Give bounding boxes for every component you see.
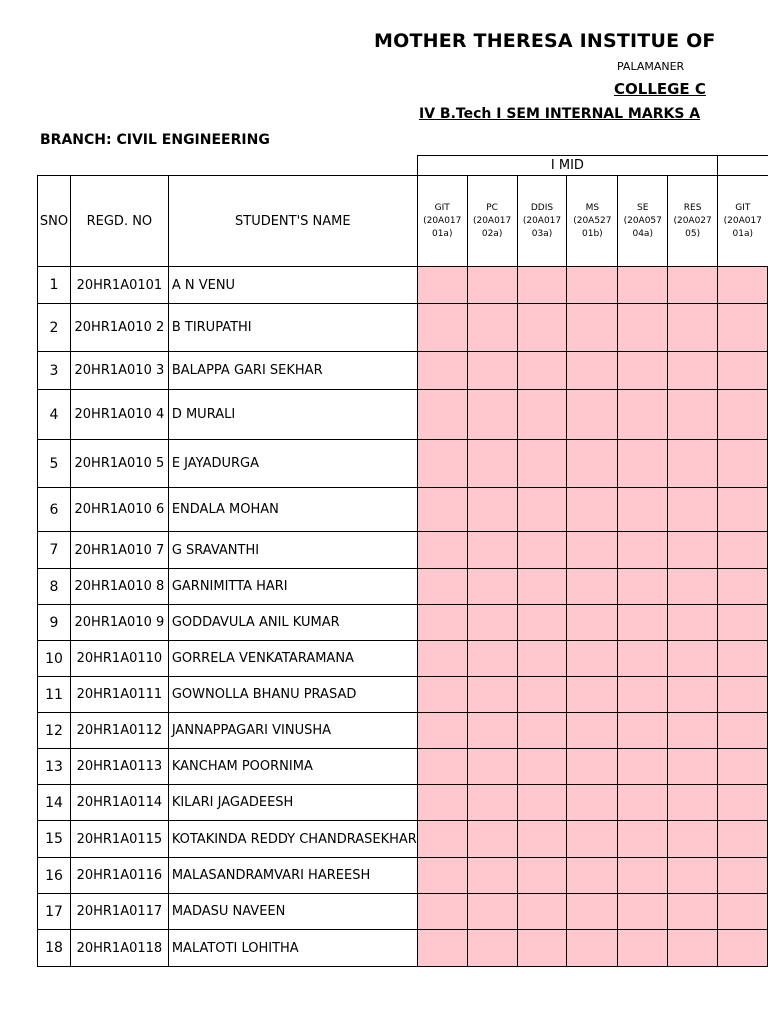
cell-mark-input[interactable] xyxy=(668,352,718,390)
table-row xyxy=(38,532,768,569)
cell-mark-input[interactable] xyxy=(567,749,618,785)
cell-mark-input[interactable] xyxy=(618,641,668,677)
cell-sno: 17 xyxy=(38,894,71,930)
cell-mark-input[interactable] xyxy=(417,488,467,532)
cell-mark-input[interactable] xyxy=(618,785,668,821)
cell-mark-input[interactable] xyxy=(718,304,768,352)
cell-mark-input[interactable] xyxy=(417,532,467,569)
cell-student-name: A N VENU xyxy=(168,267,417,304)
cell-mark-input[interactable] xyxy=(618,821,668,858)
cell-regd: 20HR1A0115 xyxy=(70,821,168,858)
cell-mark-input[interactable] xyxy=(718,785,768,821)
cell-mark-input[interactable] xyxy=(517,930,567,967)
cell-mark-input[interactable] xyxy=(618,488,668,532)
cell-mark-input[interactable] xyxy=(417,267,467,304)
cell-regd: 20HR1A010 5 xyxy=(70,440,168,488)
cell-mark-input[interactable] xyxy=(467,677,517,713)
cell-mark-input[interactable] xyxy=(467,785,517,821)
cell-regd: 20HR1A0113 xyxy=(70,749,168,785)
group-header-i-mid: I MID xyxy=(417,156,717,176)
cell-regd: 20HR1A0114 xyxy=(70,785,168,821)
cell-mark-input[interactable] xyxy=(517,713,567,749)
cell-sno: 1 xyxy=(38,267,71,304)
cell-student-name: B TIRUPATHI xyxy=(168,304,417,352)
cell-mark-input[interactable] xyxy=(718,713,768,749)
cell-mark-input[interactable] xyxy=(467,440,517,488)
cell-sno: 11 xyxy=(38,677,71,713)
col-header-subject: DDIS (20A017 03a) xyxy=(517,176,567,267)
cell-sno: 12 xyxy=(38,713,71,749)
cell-mark-input[interactable] xyxy=(517,677,567,713)
cell-mark-input[interactable] xyxy=(417,858,467,894)
cell-mark-input[interactable] xyxy=(417,605,467,641)
cell-mark-input[interactable] xyxy=(517,605,567,641)
table-row xyxy=(38,390,768,440)
cell-mark-input[interactable] xyxy=(467,605,517,641)
cell-mark-input[interactable] xyxy=(417,569,467,605)
cell-student-name: MALATOTI LOHITHA xyxy=(168,930,417,967)
group-header-next xyxy=(718,156,768,176)
table-row xyxy=(38,605,768,641)
cell-mark-input[interactable] xyxy=(618,352,668,390)
cell-student-name: D MURALI xyxy=(168,390,417,440)
cell-mark-input[interactable] xyxy=(417,749,467,785)
cell-mark-input[interactable] xyxy=(417,641,467,677)
cell-mark-input[interactable] xyxy=(417,677,467,713)
cell-mark-input[interactable] xyxy=(618,713,668,749)
cell-student-name: GARNIMITTA HARI xyxy=(168,569,417,605)
cell-mark-input[interactable] xyxy=(467,532,517,569)
cell-mark-input[interactable] xyxy=(517,304,567,352)
cell-student-name: KILARI JAGADEESH xyxy=(168,785,417,821)
cell-sno: 3 xyxy=(38,352,71,390)
cell-sno: 9 xyxy=(38,605,71,641)
cell-sno: 4 xyxy=(38,390,71,440)
cell-mark-input[interactable] xyxy=(417,894,467,930)
cell-sno: 6 xyxy=(38,488,71,532)
cell-mark-input[interactable] xyxy=(668,677,718,713)
cell-sno: 18 xyxy=(38,930,71,967)
cell-mark-input[interactable] xyxy=(567,440,618,488)
table-row xyxy=(38,304,768,352)
col-header-name: STUDENT'S NAME xyxy=(168,176,417,267)
cell-mark-input[interactable] xyxy=(618,858,668,894)
table-row xyxy=(38,569,768,605)
header-spacer xyxy=(38,156,418,176)
cell-sno: 8 xyxy=(38,569,71,605)
cell-mark-input[interactable] xyxy=(567,488,618,532)
col-header-subject: GIT (20A017 01a) xyxy=(417,176,467,267)
marks-table xyxy=(37,155,768,967)
table-row xyxy=(38,930,768,967)
cell-regd: 20HR1A010 3 xyxy=(70,352,168,390)
cell-mark-input[interactable] xyxy=(567,605,618,641)
cell-mark-input[interactable] xyxy=(668,858,718,894)
cell-mark-input[interactable] xyxy=(668,569,718,605)
table-row xyxy=(38,267,768,304)
cell-student-name: KOTAKINDA REDDY CHANDRASEKHAR xyxy=(168,821,417,858)
cell-mark-input[interactable] xyxy=(718,930,768,967)
col-header-subject: MS (20A527 01b) xyxy=(567,176,618,267)
col-header-subject: GIT (20A017 01a) xyxy=(718,176,768,267)
cell-regd: 20HR1A010 6 xyxy=(70,488,168,532)
cell-mark-input[interactable] xyxy=(417,821,467,858)
cell-mark-input[interactable] xyxy=(567,532,618,569)
cell-mark-input[interactable] xyxy=(618,532,668,569)
col-header-subject: PC (20A017 02a) xyxy=(467,176,517,267)
cell-mark-input[interactable] xyxy=(668,821,718,858)
cell-mark-input[interactable] xyxy=(567,677,618,713)
cell-regd: 20HR1A010 4 xyxy=(70,390,168,440)
table-row xyxy=(38,858,768,894)
cell-mark-input[interactable] xyxy=(668,267,718,304)
cell-mark-input[interactable] xyxy=(718,749,768,785)
cell-student-name: KANCHAM POORNIMA xyxy=(168,749,417,785)
cell-mark-input[interactable] xyxy=(467,304,517,352)
cell-mark-input[interactable] xyxy=(567,894,618,930)
cell-mark-input[interactable] xyxy=(718,569,768,605)
table-row xyxy=(38,352,768,390)
college-label: COLLEGE C xyxy=(614,80,706,98)
cell-student-name: MALASANDRAMVARI HAREESH xyxy=(168,858,417,894)
cell-mark-input[interactable] xyxy=(417,304,467,352)
col-header-subject: SE (20A057 04a) xyxy=(618,176,668,267)
cell-mark-input[interactable] xyxy=(567,352,618,390)
cell-mark-input[interactable] xyxy=(668,440,718,488)
cell-mark-input[interactable] xyxy=(668,488,718,532)
cell-mark-input[interactable] xyxy=(467,713,517,749)
cell-student-name: GODDAVULA ANIL KUMAR xyxy=(168,605,417,641)
cell-mark-input[interactable] xyxy=(718,440,768,488)
cell-mark-input[interactable] xyxy=(467,821,517,858)
cell-student-name: E JAYADURGA xyxy=(168,440,417,488)
table-row xyxy=(38,641,768,677)
cell-student-name: MADASU NAVEEN xyxy=(168,894,417,930)
table-row xyxy=(38,677,768,713)
cell-mark-input[interactable] xyxy=(467,894,517,930)
cell-mark-input[interactable] xyxy=(668,894,718,930)
cell-mark-input[interactable] xyxy=(668,304,718,352)
cell-sno: 2 xyxy=(38,304,71,352)
cell-student-name: GOWNOLLA BHANU PRASAD xyxy=(168,677,417,713)
cell-mark-input[interactable] xyxy=(718,352,768,390)
cell-mark-input[interactable] xyxy=(467,352,517,390)
cell-mark-input[interactable] xyxy=(618,569,668,605)
cell-mark-input[interactable] xyxy=(517,569,567,605)
cell-mark-input[interactable] xyxy=(618,930,668,967)
table-row xyxy=(38,785,768,821)
table-row xyxy=(38,488,768,532)
cell-mark-input[interactable] xyxy=(467,858,517,894)
cell-mark-input[interactable] xyxy=(417,390,467,440)
cell-mark-input[interactable] xyxy=(567,858,618,894)
cell-mark-input[interactable] xyxy=(517,749,567,785)
cell-mark-input[interactable] xyxy=(417,930,467,967)
branch-label: BRANCH: CIVIL ENGINEERING xyxy=(40,132,270,148)
cell-sno: 13 xyxy=(38,749,71,785)
cell-mark-input[interactable] xyxy=(618,677,668,713)
semester-title: IV B.Tech I SEM INTERNAL MARKS A xyxy=(419,106,701,122)
cell-regd: 20HR1A010 2 xyxy=(70,304,168,352)
cell-sno: 5 xyxy=(38,440,71,488)
cell-mark-input[interactable] xyxy=(668,930,718,967)
institute-title: MOTHER THERESA INSTITUE OF xyxy=(374,30,716,52)
cell-mark-input[interactable] xyxy=(718,267,768,304)
cell-mark-input[interactable] xyxy=(718,894,768,930)
cell-mark-input[interactable] xyxy=(567,304,618,352)
cell-regd: 20HR1A0118 xyxy=(70,930,168,967)
table-row xyxy=(38,440,768,488)
cell-mark-input[interactable] xyxy=(618,267,668,304)
cell-mark-input[interactable] xyxy=(467,267,517,304)
col-header-regd: REGD. NO xyxy=(70,176,168,267)
cell-mark-input[interactable] xyxy=(417,713,467,749)
cell-mark-input[interactable] xyxy=(517,858,567,894)
town-label: PALAMANER xyxy=(617,60,685,73)
table-row xyxy=(38,894,768,930)
cell-student-name: ENDALA MOHAN xyxy=(168,488,417,532)
cell-sno: 16 xyxy=(38,858,71,894)
cell-sno: 14 xyxy=(38,785,71,821)
cell-mark-input[interactable] xyxy=(567,569,618,605)
cell-sno: 15 xyxy=(38,821,71,858)
cell-mark-input[interactable] xyxy=(718,677,768,713)
cell-student-name: G SRAVANTHI xyxy=(168,532,417,569)
table-row xyxy=(38,749,768,785)
cell-mark-input[interactable] xyxy=(467,569,517,605)
cell-student-name: JANNAPPAGARI VINUSHA xyxy=(168,713,417,749)
cell-mark-input[interactable] xyxy=(618,440,668,488)
cell-mark-input[interactable] xyxy=(417,352,467,390)
cell-mark-input[interactable] xyxy=(517,785,567,821)
cell-mark-input[interactable] xyxy=(718,641,768,677)
cell-mark-input[interactable] xyxy=(567,390,618,440)
cell-mark-input[interactable] xyxy=(517,488,567,532)
cell-mark-input[interactable] xyxy=(517,821,567,858)
cell-mark-input[interactable] xyxy=(567,930,618,967)
cell-regd: 20HR1A010 9 xyxy=(70,605,168,641)
cell-mark-input[interactable] xyxy=(668,713,718,749)
cell-sno: 7 xyxy=(38,532,71,569)
cell-mark-input[interactable] xyxy=(567,641,618,677)
cell-mark-input[interactable] xyxy=(668,532,718,569)
cell-mark-input[interactable] xyxy=(517,894,567,930)
cell-regd: 20HR1A0111 xyxy=(70,677,168,713)
cell-mark-input[interactable] xyxy=(618,605,668,641)
cell-regd: 20HR1A0116 xyxy=(70,858,168,894)
cell-mark-input[interactable] xyxy=(718,858,768,894)
cell-student-name: GORRELA VENKATARAMANA xyxy=(168,641,417,677)
cell-mark-input[interactable] xyxy=(718,605,768,641)
cell-sno: 10 xyxy=(38,641,71,677)
cell-mark-input[interactable] xyxy=(668,785,718,821)
cell-mark-input[interactable] xyxy=(718,488,768,532)
cell-mark-input[interactable] xyxy=(618,390,668,440)
cell-mark-input[interactable] xyxy=(668,390,718,440)
cell-mark-input[interactable] xyxy=(517,641,567,677)
table-row xyxy=(38,821,768,858)
cell-mark-input[interactable] xyxy=(517,532,567,569)
cell-regd: 20HR1A0112 xyxy=(70,713,168,749)
cell-regd: 20HR1A0117 xyxy=(70,894,168,930)
col-header-sno: SNO xyxy=(38,176,71,267)
cell-mark-input[interactable] xyxy=(467,641,517,677)
col-header-subject: RES (20A027 05) xyxy=(668,176,718,267)
cell-mark-input[interactable] xyxy=(467,488,517,532)
cell-regd: 20HR1A010 7 xyxy=(70,532,168,569)
cell-regd: 20HR1A0110 xyxy=(70,641,168,677)
cell-student-name: BALAPPA GARI SEKHAR xyxy=(168,352,417,390)
cell-mark-input[interactable] xyxy=(517,352,567,390)
cell-mark-input[interactable] xyxy=(417,785,467,821)
cell-mark-input[interactable] xyxy=(517,267,567,304)
cell-mark-input[interactable] xyxy=(517,440,567,488)
cell-mark-input[interactable] xyxy=(618,749,668,785)
cell-regd: 20HR1A0101 xyxy=(70,267,168,304)
cell-mark-input[interactable] xyxy=(668,641,718,677)
cell-mark-input[interactable] xyxy=(567,713,618,749)
cell-mark-input[interactable] xyxy=(618,894,668,930)
cell-mark-input[interactable] xyxy=(718,390,768,440)
cell-mark-input[interactable] xyxy=(668,749,718,785)
cell-mark-input[interactable] xyxy=(668,605,718,641)
cell-mark-input[interactable] xyxy=(467,749,517,785)
cell-mark-input[interactable] xyxy=(517,390,567,440)
cell-mark-input[interactable] xyxy=(567,821,618,858)
cell-mark-input[interactable] xyxy=(618,304,668,352)
cell-mark-input[interactable] xyxy=(467,390,517,440)
cell-mark-input[interactable] xyxy=(718,821,768,858)
cell-mark-input[interactable] xyxy=(718,532,768,569)
cell-mark-input[interactable] xyxy=(567,267,618,304)
cell-mark-input[interactable] xyxy=(417,440,467,488)
cell-mark-input[interactable] xyxy=(467,930,517,967)
cell-regd: 20HR1A010 8 xyxy=(70,569,168,605)
cell-mark-input[interactable] xyxy=(567,785,618,821)
table-row xyxy=(38,713,768,749)
